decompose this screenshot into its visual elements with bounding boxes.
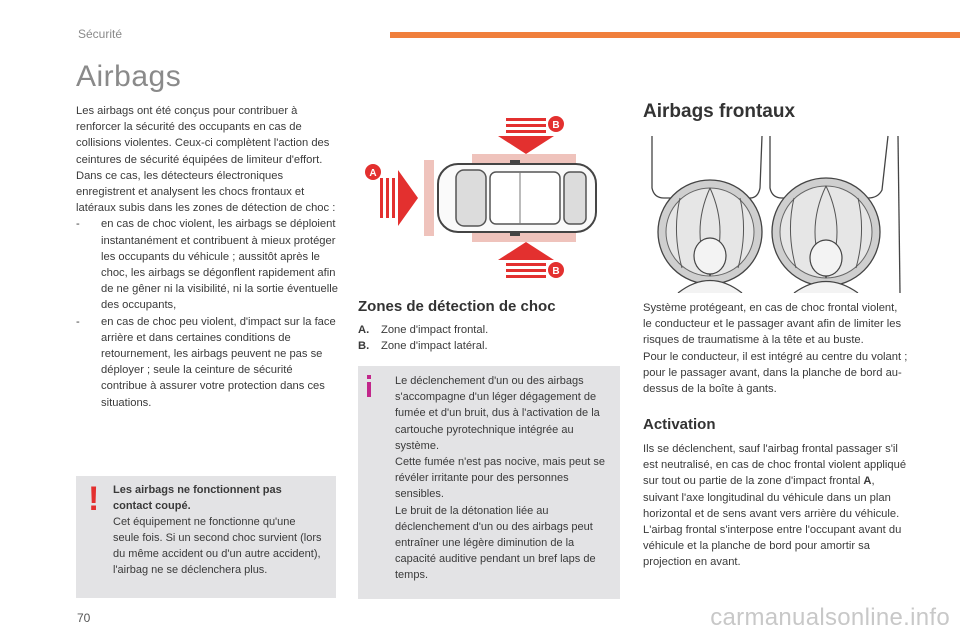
frontal-text <box>643 300 908 397</box>
activation-text-before: Ils se déclenchent, sauf l'airbag frontal passager s'il est neutralisé, en cas de choc frontal violent appliqué sur tout ou partie de la zone d'impact frontal <box>643 443 907 488</box>
impact-zone-top <box>472 154 576 164</box>
side-impact-arrow-top <box>498 118 554 154</box>
impact-zone-front <box>424 160 434 236</box>
warning-box <box>76 476 336 598</box>
passenger-airbag <box>772 178 880 293</box>
section-label: Sécurité <box>78 27 123 41</box>
activation-heading: Activation <box>643 416 716 433</box>
list-item <box>76 216 338 313</box>
zone-key: B. <box>358 340 370 353</box>
info-text <box>395 373 615 584</box>
frontal-heading: Airbags frontaux <box>643 101 796 122</box>
activation-paragraph-2: L'airbag frontal s'interpose entre l'occupant avant du véhicule et la planche de bord pour amortir sa projection en avant. <box>643 524 902 569</box>
info-box <box>358 366 620 599</box>
watermark: carmanualsonline.info <box>710 604 950 631</box>
list-item <box>358 338 608 354</box>
activation-text-after: , suivant l'axe longitudinal du véhicule dans un plan horizontal et de sens avant vers arrière du véhicule. <box>643 475 900 520</box>
warning-body: Cet équipement ne fonctionne qu'une seule fois. Si un second choc survient (lors du même accident ou d'un autre accident), l'airbag ne se déclenchera plus. <box>113 516 322 576</box>
list-item <box>358 322 608 338</box>
dash-bullet: - <box>76 218 80 231</box>
side-impact-arrow-bottom <box>498 242 554 278</box>
zone-key: A. <box>358 324 370 336</box>
frontal-airbags-illustration <box>650 128 910 293</box>
page-title: Airbags <box>76 60 182 93</box>
frontal-paragraph-2: Pour le conducteur, il est intégré au centre du volant ; pour le passager avant, dans la planche de bord au-dessus de la boîte à gants. <box>643 350 908 396</box>
list-item <box>76 314 338 411</box>
warning-icon: ! <box>88 480 100 518</box>
info-paragraph-2: Cette fumée n'est pas nocive, mais peut se révéler irritante pour des personnes sensibles. <box>395 456 605 501</box>
page-number: 70 <box>77 611 91 625</box>
activation-text <box>643 441 908 571</box>
list-item-text: en cas de choc violent, les airbags se déploient instantanément et contribuent à mieux protéger les occupants du véhicule ; aussitôt après le choc, les airbags se dégonflent rapidement afin de ne gêner ni la visibilité, ni la sortie éventuelle des occupants, <box>101 218 338 312</box>
activation-zone-ref: A <box>863 475 872 488</box>
zone-text: Zone d'impact frontal. <box>381 324 489 336</box>
list-item-text: en cas de choc peu violent, d'impact sur la face arrière et dans certaines conditions de retournement, les airbags peuvent ne pas se déployer ; seule la ceinture de sécurité contribue à assurer votre protection dans ces situations. <box>101 315 336 409</box>
activation-paragraph-1 <box>643 441 908 522</box>
impact-zones-diagram <box>360 110 600 285</box>
driver-airbag <box>658 180 762 293</box>
label-a: A <box>369 168 377 179</box>
info-paragraph-3: Le bruit de la détonation liée au déclenchement d'un ou des airbags peut entraîner une légère diminution de la capacité auditive pendant un bref laps de temps. <box>395 504 596 582</box>
warning-title-2: contact coupé. <box>113 500 191 512</box>
label-b-top: B <box>552 120 560 131</box>
intro-text <box>76 103 338 411</box>
zones-heading: Zones de détection de choc <box>358 298 556 315</box>
frontal-impact-arrow <box>380 170 418 226</box>
warning-title: Les airbags ne fonctionnent pas <box>113 484 282 496</box>
label-b-bottom: B <box>552 266 560 277</box>
intro-paragraph-2: Dans ce cas, les détecteurs électroniques enregistrent et analysent les chocs frontaux et latéraux subis dans les zones de détection de choc : <box>76 169 336 215</box>
car-top-view <box>438 160 596 236</box>
zone-text: Zone d'impact latéral. <box>381 340 488 353</box>
impact-zone-bottom <box>472 232 576 242</box>
zones-list <box>358 322 608 354</box>
info-icon <box>367 375 371 397</box>
frontal-paragraph-1: Système protégeant, en cas de choc frontal violent, le conducteur et le passager avant afin de limiter les risques de traumatisme à la tête et au buste. <box>643 302 902 347</box>
dash-bullet: - <box>76 315 80 328</box>
header-rule <box>390 32 960 38</box>
warning-text <box>113 482 323 578</box>
info-paragraph-1: Le déclenchement d'un ou des airbags s'accompagne d'un léger dégagement de fumée et d'un bruit, dus à l'activation de la cartouche pyrotechnique intégrée au système. <box>395 375 600 452</box>
intro-paragraph-1: Les airbags ont été conçus pour contribuer à renforcer la sécurité des occupants en cas de collisions violentes. Ceux-ci complètent l'action des ceintures de sécurité équipées de limiteur d'effort. <box>76 105 330 166</box>
